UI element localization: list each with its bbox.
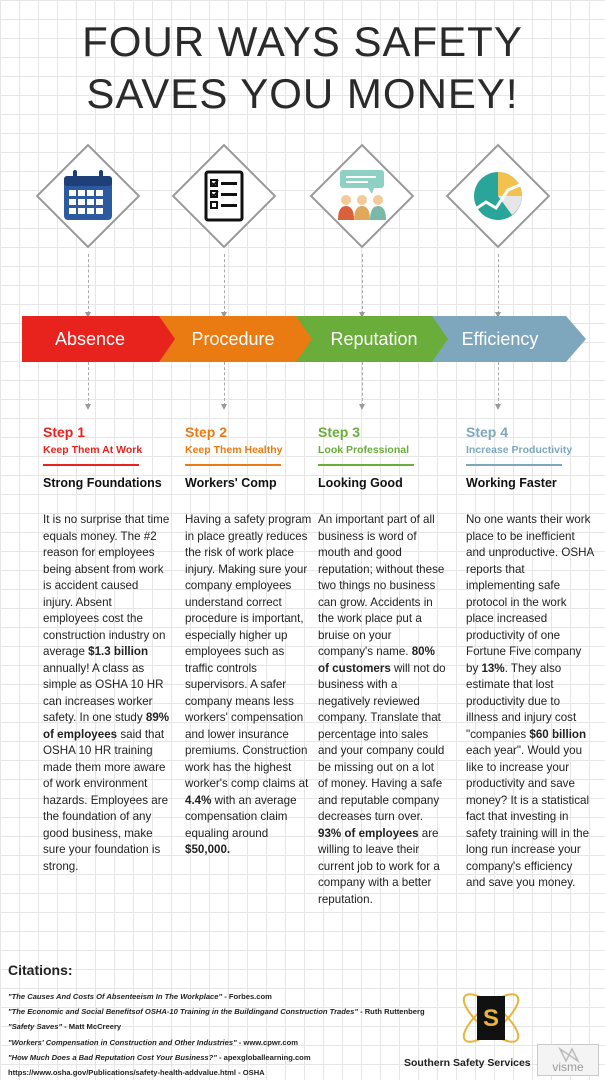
citation-source: - Ruth Ruttenberg [357,1007,425,1017]
step-column-1 [43,424,171,875]
connector-top-2 [224,254,225,314]
title-line-1: FOUR WAYS SAFETY [82,18,523,65]
step-underline [466,464,562,466]
citation-item [8,1065,458,1080]
step-underline [43,464,139,466]
step-heading: Strong Foundations [43,476,162,490]
arrow-label-efficiency: Efficiency [461,329,539,349]
connector-top-3 [362,254,363,314]
step-subtitle: Keep Them Healthy [185,444,283,456]
citation-source: - Forbes.com [222,992,272,1001]
step-subtitle: Increase Productivity [466,444,573,456]
people-chat-icon [332,166,392,226]
step-underline [185,464,281,466]
citation-source: - Matt McCreery [62,1022,122,1032]
citations-title: Citations: [8,962,73,978]
company-logo [455,982,527,1054]
step-column-3 [318,424,446,908]
step-number: Step 2 [185,424,228,440]
citation-source: https://www.osha.gov/Publications/safety-health-addvalue.html - OSHA [8,1068,265,1078]
body-text: annually! A class as simple as OSHA 10 HR can increases worker safety. In one study [43,661,164,724]
pie-diamond [440,138,556,254]
connector-bottom-2 [224,362,225,406]
checklist-icon [194,166,254,226]
body-text: . They also estimate that lost productivity due to illness and injury cost "companies [466,661,577,741]
connector-top-4 [498,254,499,314]
citation-item [8,1004,458,1019]
arrow-absence [22,316,178,362]
body-text: each year". Would you like to increase your productivity and save money? It is a statistical fact that investing in safety training will in the long run increase your company's efficiency and save you money. [466,744,590,889]
body-highlight: 80% of customers [318,645,435,675]
step-column-4 [466,424,594,892]
step-underline [318,464,414,466]
body-text: are willing to leave their current job to work for a company with a better reputation. [318,826,440,906]
body-text: said that OSHA 10 HR training made them more aware of work environment hazards. Employees are the foundation of any good business, make sure your foundation is strong. [43,727,169,873]
step-body [318,512,446,908]
calendar-diamond [30,138,146,254]
body-highlight: 4.4% [185,793,212,807]
connector-bottom-3 [362,362,363,406]
arrow-label-absence: Absence [54,329,126,349]
step-number: Step 4 [466,424,509,440]
body-text: will not do business with a negatively reviewed company. Translate that percentage into sales and your company could be missing out on a lot of money. Having a safe and reputable company decreases turn over. [318,661,446,823]
body-text: with an average compensation claim equaling around [185,793,297,840]
step-subtitle: Look Professional [318,444,410,456]
body-text: Having a safety program in place greatly reduces the risk of work place injury. Making sure your company employees understand correct procedure is important, especially higher up employees such as traffic controls supervisors. A safer company means less workers' compensation and lower insurance premiums. Construction work has the highest worker's comp claims at [185,513,312,790]
citation-title: "The Economic and Social Benefitsof OSHA-10 Training in the Buildingand Construction Trades" [8,1007,358,1017]
body-text: An important part of all business is word of mouth and good reputation; without these two things no business can grow. Accidents in the work place put a bruise on your company's name. [318,513,445,658]
pie-chart-icon [468,166,528,226]
step-body [43,512,171,875]
step-column-2 [185,424,313,859]
body-highlight: $60 billion [529,727,587,741]
citation-item [8,1035,458,1050]
body-highlight: 13% [481,661,505,675]
calendar-icon [58,166,118,226]
step-body [185,512,313,859]
checklist-diamond [166,138,282,254]
citation-source: - apexgloballearning.com [216,1052,311,1062]
step-heading: Looking Good [318,476,403,490]
title-line-2: SAVES YOU MONEY! [86,70,519,117]
step-number: Step 1 [43,424,86,440]
citation-title: "The Causes And Costs Of Absenteeism In The Workplace" [8,992,223,1001]
citations-list [8,989,458,1080]
step-subtitle: Keep Them At Work [43,444,143,456]
connector-bottom-4 [498,362,499,406]
company-name: Southern Safety Services [404,1057,531,1069]
body-highlight: $50,000. [185,843,231,856]
body-highlight: $1.3 billion [88,645,149,658]
body-text: It is no surprise that time equals money. The #2 reason for employees being absent from work is accident caused injury. Absent employees cost the construction industry on average [43,513,170,658]
visme-text: visme [552,1060,584,1074]
arrow-procedure [159,316,315,362]
logo-letter: S [482,1005,500,1032]
citation-item [8,989,458,1004]
arrow-label-reputation: Reputation [330,329,418,349]
citation-title: "How Much Does a Bad Reputation Cost Your Business?" [8,1052,217,1062]
body-highlight: 89% of employees [43,711,170,741]
connector-bottom-1 [88,362,89,406]
citation-item [8,1050,458,1065]
visme-watermark [537,1044,599,1076]
arrow-efficiency [432,316,588,362]
arrow-reputation [296,316,452,362]
citation-title: "Safety Saves" [8,1022,63,1032]
citation-source: - www.cpwr.com [236,1037,299,1047]
body-highlight: 93% of employees [318,826,419,840]
step-number: Step 3 [318,424,361,440]
connector-top-1 [88,254,89,314]
citation-title: "Workers' Compensation in Construction and Other Industries" [8,1037,237,1047]
body-text: No one wants their work place to be inefficient and unproductive. OSHA reports that implementing safe protocol in the work place increased productivity of one Fortune Five company by [466,513,594,675]
people-diamond [304,138,420,254]
arrow-label-procedure: Procedure [191,329,275,349]
citation-item [8,1019,458,1034]
step-body [466,512,594,892]
step-heading: Workers' Comp [185,476,277,490]
page-title [0,16,605,120]
step-heading: Working Faster [466,476,557,490]
